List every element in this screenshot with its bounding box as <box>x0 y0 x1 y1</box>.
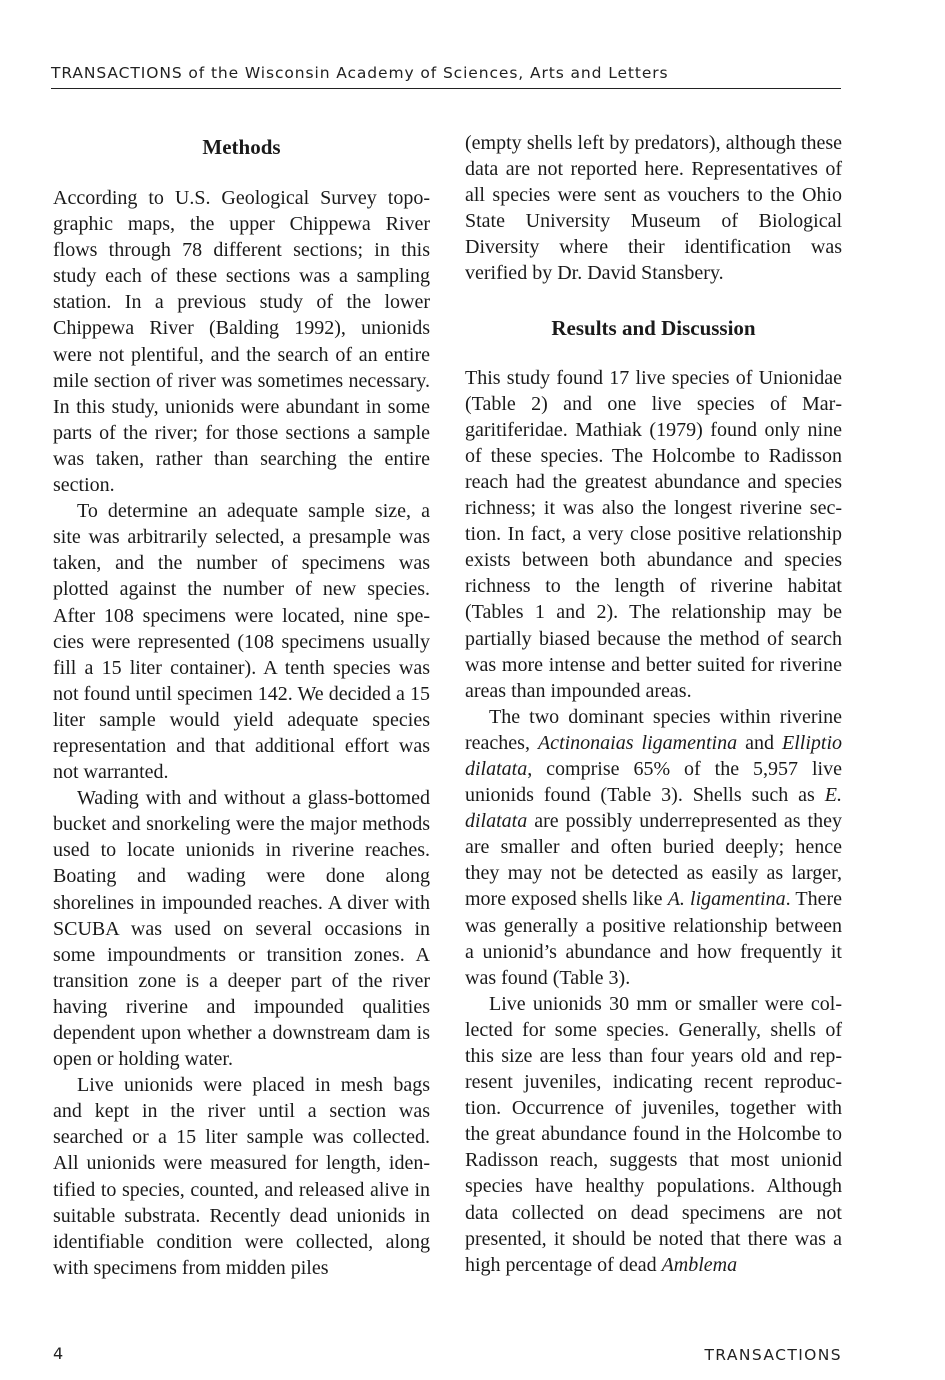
species-name: Elliptio dilatata <box>465 731 842 780</box>
species-name: Amblema <box>661 1253 738 1276</box>
methods-paragraph-1: According to U.S. Geological Survey topographic maps, the upper Chippewa River flows through 78 different sections; in this study each of these sections was a sampling station. In a previous study of the lower Chippewa River (Balding 1992), unionids were not plentiful, and the search of an entire mile section of river was sometimes necessary. In this study, unionids were abundant in some parts of the river; for those sections a sample was taken, rather than searching the entire section. <box>53 187 430 497</box>
methods-heading: Methods <box>202 135 281 159</box>
methods-paragraph-3: Wading with and without a glass-bottomed bucket and snorkeling were the major methods used to locate unionids in riverine reaches. Boating and wading were done along shorelines in impounded reaches. A diver with SCUBA was used on several occasions in some impoundments or transition zones. A transition zone is a deeper part of the river having riverine and impounded qualities dependent upon whether a downstream dam is open or holding water. <box>53 787 430 1071</box>
methods-paragraph-4: Live unionids were placed in mesh bags and kept in the river until a section was searched or a 15 liter sample was collected. All unionids were measured for length, identified to species, counted, and released alive in suitable substrata. Recently dead unionids in identifiable condition were collected, along with specimens from midden piles <box>53 1074 430 1279</box>
left-column <box>53 130 430 1281</box>
species-name: E. dilatata <box>465 784 842 833</box>
text-run: The two dominant species within riverine reaches, <box>465 705 842 754</box>
methods-continuation: (empty shells left by predators), although these data are not reported here. Representatives of all species were sent as vouchers to the Ohio State University Museum of Biological Diversity where their identification was verified by Dr. David Stansbery. <box>465 132 842 285</box>
footer-journal-title: TRANSACTIONS <box>704 1346 842 1364</box>
species-name: A. ligamentina <box>667 888 786 911</box>
results-paragraph-3 <box>465 991 842 1278</box>
page-number: 4 <box>53 1344 64 1363</box>
results-paragraph-2 <box>465 704 842 991</box>
results-paragraph-1: This study found 17 live species of Unionidae (Table 2) and one live species of Margaritiferidae. Mathiak (1979) found only nine of these species. The Holcombe to Radisson reach had the greatest abundance and species richness; it was also the longest riverine section. In fact, a very close positive relationship exists between both abundance and species richness to the length of riverine habitat (Tables 1 and 2). The relationship may be partially biased because the method of search was more intense and better suited for riverine areas than impounded areas. <box>465 366 842 702</box>
species-name: Actinonaias ligamentina <box>537 731 738 754</box>
methods-paragraph-2: To determine an adequate sample size, a site was arbitrarily selected, a presample was taken, and the number of specimens was plotted against the number of new species. After 108 specimens were located, nine species were represented (108 specimens usually fill a 15 liter container). A tenth species was not found until specimen 142. We decided a 15 liter sample would yield adequate species representation and that additional effort was not warranted. <box>53 500 430 784</box>
text-run: and <box>737 731 782 754</box>
text-run: are possibly underrepresented as they are smaller and often buried deeply; hence they may not be detected as easily as larger, more exposed shells like <box>465 810 842 911</box>
right-column <box>465 130 842 1278</box>
text-run: Live unionids 30 mm or smaller were collected for some species. Generally, shells of this size are less than four years old and represent juveniles, indicating recent reproduction. Occurrence of juveniles, together with the great abundance found in the Holcombe to Radisson reach, suggests that most unionid species have healthy populations. Although data collected on dead specimens are not presented, it should be noted that there was a high percentage of dead <box>465 992 842 1276</box>
text-run: , comprise 65% of the 5,957 live unionids found (Table 3). Shells such as <box>465 757 842 807</box>
running-head: TRANSACTIONS of the Wisconsin Academy of Sciences, Arts and Letters <box>51 62 841 89</box>
results-heading: Results and Discussion <box>551 315 756 340</box>
text-run: . There was generally a positive relationship between a unionid’s abundance and how frequently it was found (Table 3). <box>465 888 843 989</box>
